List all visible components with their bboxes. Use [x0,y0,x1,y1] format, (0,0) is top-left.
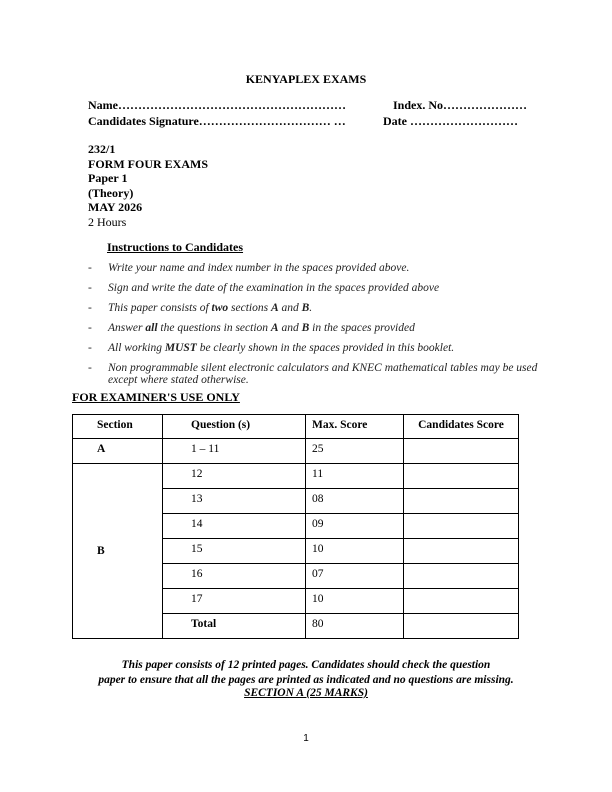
question-cell: 17 [163,589,306,614]
emphasis-text: A [270,302,279,314]
total-max-score: 80 [306,614,404,639]
date-field: Date ……………………… [383,114,518,128]
max-score-cell: 09 [306,514,404,539]
instruction-text [108,322,548,334]
emphasis-text: all [145,322,158,334]
total-label: Total [163,614,306,639]
instruction-segment: This paper consists of [108,302,212,314]
name-field: Name………………………………………………… [88,98,346,112]
bullet-dash: - [88,322,92,334]
instruction-segment: the questions in section [157,322,271,334]
question-cell: 16 [163,564,306,589]
footer-note-line2: paper to ensure that all the pages are printed as indicated and no questions are missing. [98,674,514,686]
signature-field: Candidates Signature…………………………… … [88,114,346,128]
bullet-dash: - [88,302,92,314]
candidate-score-cell[interactable] [404,439,519,464]
bullet-dash: - [88,342,92,354]
exam-name: FORM FOUR EXAMS [88,156,208,171]
section-cell: B [73,464,163,639]
candidate-score-cell[interactable] [404,464,519,489]
max-score-cell: 10 [306,589,404,614]
col-question: Question (s) [163,415,306,439]
candidate-score-cell[interactable] [404,489,519,514]
instruction-segment: and [278,302,302,314]
instruction-segment: in the spaces provided [309,322,415,334]
paper-number: Paper 1 [88,171,128,185]
instructions-title: Instructions to Candidates [107,240,244,254]
instruction-text [108,302,548,314]
table-header-row [73,415,519,439]
emphasis-text: two [211,302,229,314]
section-a-heading-text: SECTION A (25 MARKS) [244,687,368,699]
question-cell: 1 – 11 [163,439,306,464]
instruction-text [108,262,548,274]
question-cell: 14 [163,514,306,539]
index-field: Index. No………………… [393,98,528,112]
max-score-cell: 08 [306,489,404,514]
col-section: Section [73,415,163,439]
table-row [73,464,519,489]
page-number: 1 [303,733,309,744]
candidate-score-cell[interactable] [404,589,519,614]
instruction-text [108,282,548,294]
candidate-score-cell[interactable] [404,539,519,564]
candidate-score-cell[interactable] [404,564,519,589]
instruction-segment: All working [108,342,165,354]
instruction-segment: and [278,322,302,334]
instruction-segment: Sign and write the date of the examination in the spaces provided above [108,282,440,294]
question-cell: 15 [163,539,306,564]
max-score-cell: 11 [306,464,404,489]
max-score-cell: 25 [306,439,404,464]
paper-code: 232/1 [88,142,116,156]
section-a-heading [0,687,612,699]
section-cell: A [73,439,163,464]
candidate-score-cell[interactable] [404,514,519,539]
exam-date: MAY 2026 [88,200,143,214]
examiner-title: FOR EXAMINER'S USE ONLY [72,390,240,404]
instruction-text [108,362,548,386]
emphasis-text: MUST [164,342,197,354]
instruction-segment: Non programmable silent electronic calculators and KNEC mathematical tables may be used except where stated otherwise. [108,362,538,386]
bullet-dash: - [88,362,92,374]
instruction-segment: . [309,302,313,314]
bullet-dash: - [88,282,92,294]
bullet-dash: - [88,262,92,274]
paper-details [88,142,208,229]
emphasis-text: B [301,322,310,334]
question-cell: 13 [163,489,306,514]
col-candidate-score: Candidates Score [404,415,519,439]
instruction-segment: be clearly shown in the spaces provided in this booklet. [196,342,455,354]
score-table [72,414,519,639]
col-max-score: Max. Score [306,415,404,439]
paper-type: (Theory) [88,185,134,200]
duration: 2 Hours [88,214,127,229]
question-cell: 12 [163,464,306,489]
instruction-segment: sections [228,302,271,314]
exam-title: KENYAPLEX EXAMS [245,72,367,86]
emphasis-text: A [270,322,279,334]
instruction-segment: Answer [108,322,146,334]
total-candidate-score[interactable] [404,614,519,639]
emphasis-text: B [301,302,310,314]
footer-note-line1: This paper consists of 12 printed pages. Candidates should check the question [121,659,491,671]
instruction-text [108,342,548,354]
table-row [73,439,519,464]
instruction-segment: Write your name and index number in the spaces provided above. [108,262,410,274]
max-score-cell: 10 [306,539,404,564]
max-score-cell: 07 [306,564,404,589]
